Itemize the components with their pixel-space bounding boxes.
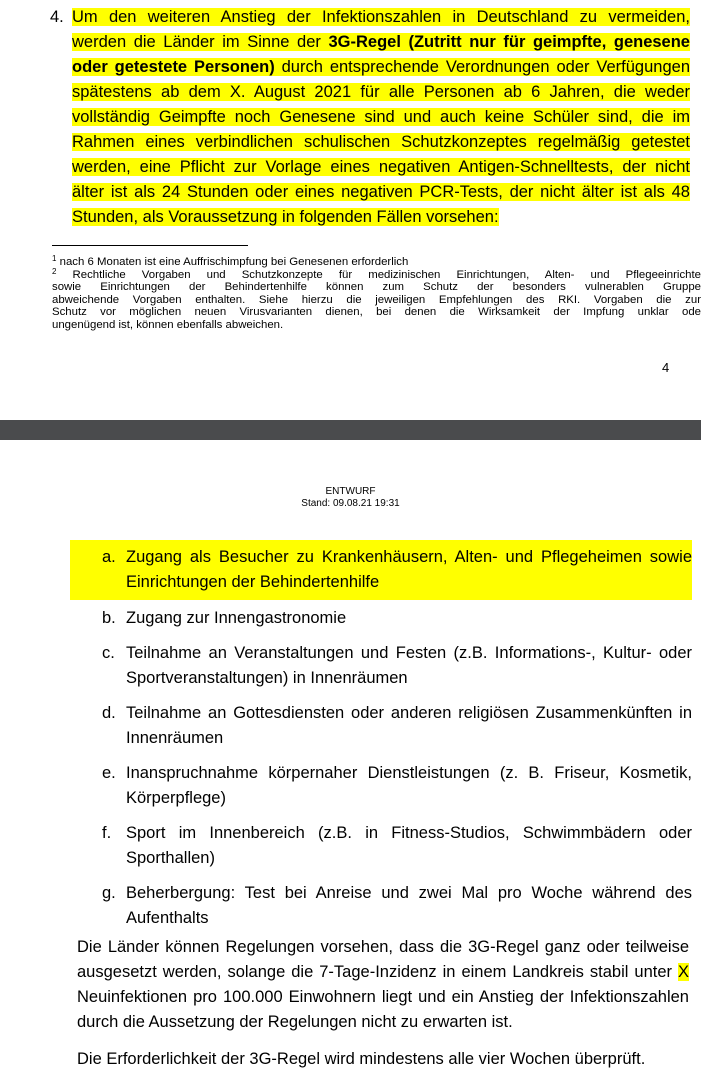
paragraph-line: Neuinfektionen pro 100.000 Einwohnern liegt und ein Anstieg der Infektionszahlen (77, 988, 689, 1006)
list-label: b. (102, 609, 116, 627)
paragraph-line: Die Länder können Regelungen vorsehen, dass die 3G-Regel ganz oder teilweise (77, 938, 689, 956)
list-item-line: Innenräumen (126, 729, 224, 747)
footnote-line: abweichende Vorgaben enthalten. Siehe hierzu die jeweiligen Empfehlungen des RKI. Vorgaben die zur (52, 293, 701, 306)
list-label: c. (102, 644, 115, 662)
footnote-divider (52, 245, 248, 246)
list-item-a (70, 540, 692, 600)
item-4-line: werden die Länder im Sinne der (72, 33, 329, 51)
footnotes (52, 256, 701, 332)
placeholder-x: X (677, 963, 689, 981)
list-label: a. (102, 548, 116, 566)
footnote-line: Schutz vor möglichen neuen Virusvarianten dienen, bei denen die Wirksamkeit der Impfung unklar ode (52, 306, 701, 319)
document-page-2 (0, 440, 701, 1080)
list-item-line: Sport im Innenbereich (z.B. in Fitness-Studios, Schwimmbädern oder (126, 824, 692, 842)
list-label: f. (102, 824, 112, 842)
footnote-mark: 1 (52, 254, 57, 263)
paragraph-text: ausgesetzt werden, solange die 7-Tage-Inzidenz in einem Landkreis stabil unter (77, 963, 678, 981)
list-item-line: Sporthallen) (126, 849, 215, 867)
paragraph-line: Die Erforderlichkeit der 3G-Regel wird mindestens alle vier Wochen überprüft. (77, 1050, 646, 1068)
item-4-bold-text: 3G-Regel (Zutritt nur für geimpfte, genesene (328, 33, 690, 51)
page-separator (0, 420, 701, 440)
list-item-line: Beherbergung: Test bei Anreise und zwei Mal pro Woche während des (126, 884, 692, 902)
list-item-line: Zugang zur Innengastronomie (126, 609, 347, 627)
footnote-mark: 2 (52, 266, 57, 276)
review-paragraph (77, 1047, 689, 1072)
page-header (0, 486, 701, 509)
list-item-line: Einrichtungen der Behindertenhilfe (126, 573, 380, 591)
footnote-text: Rechtliche Vorgaben und Schutzkonzepte für medizinischen Einrichtungen, Alten- und Pflegeeinrichte (72, 268, 701, 281)
item-4-line: Rahmen eines verbindlichen schulischen Schutzkonzeptes regelmäßig getestet (72, 133, 690, 151)
item-4-line: durch entsprechende Verordnungen oder Verfügungen (274, 58, 690, 76)
document-page-1 (0, 0, 701, 420)
item-4-bold-text: oder getestete Personen) (72, 58, 275, 76)
item-4-line: Stunden, als Voraussetzung in folgenden Fällen vorsehen: (72, 208, 499, 226)
draft-date: Stand: 09.08.21 19:31 (301, 497, 400, 509)
list-label: e. (102, 764, 116, 782)
footnote-line: ungenügend ist, können ebenfalls abweichen. (52, 318, 284, 331)
item-4-text (72, 5, 690, 230)
footnote-1 (52, 256, 701, 269)
footnote-2 (52, 266, 701, 282)
list-item-line: Teilnahme an Gottesdiensten oder anderen religiösen Zusammenkünften in (126, 704, 692, 722)
item-4-line: vollständig Geimpfte noch Genesene sind und auch keine Schüler sind, die im (72, 108, 690, 126)
list-item-line: Aufenthalts (126, 909, 209, 927)
list-label: g. (102, 884, 116, 902)
item-4-line: werden, eine Pflicht zur Vorlage eines negativen Antigen-Schnelltests, der nicht (72, 158, 690, 176)
list-item-line: Inanspruchnahme körpernaher Dienstleistungen (z. B. Friseur, Kosmetik, (126, 764, 692, 782)
list-label: d. (102, 704, 116, 722)
paragraph-line: durch die Aussetzung der Regelungen nicht zu erwarten ist. (77, 1013, 513, 1031)
list-item-line: Zugang als Besucher zu Krankenhäusern, Alten- und Pflegeheimen sowie (126, 548, 692, 566)
item-4-line: Um den weiteren Anstieg der Infektionszahlen in Deutschland zu vermeiden, (72, 8, 690, 26)
draft-label: ENTWURF (325, 486, 376, 497)
list-item-line: Körperpflege) (126, 789, 226, 807)
list-item-line: Teilnahme an Veranstaltungen und Festen (z.B. Informations-, Kultur- oder (126, 644, 692, 662)
item-4-line: älter ist als 24 Stunden oder eines negativen PCR-Tests, der nicht älter ist als 48 (72, 183, 690, 201)
paragraph-line (77, 960, 689, 985)
footnote-text: nach 6 Monaten ist eine Auffrischimpfung bei Genesenen erforderlich (59, 256, 409, 268)
item-4-number: 4. (50, 8, 64, 26)
footnote-line: sowie Einrichtungen der Behindertenhilfe können zum Schutz der besonders vulnerablen Gruppe (52, 281, 701, 294)
item-4-line: spätestens ab dem X. August 2021 für alle Personen ab 6 Jahren, die weder (72, 83, 690, 101)
list-item-line: Sportveranstaltungen) in Innenräumen (126, 669, 408, 687)
suspension-paragraph (77, 935, 689, 1035)
page-number: 4 (662, 360, 670, 375)
